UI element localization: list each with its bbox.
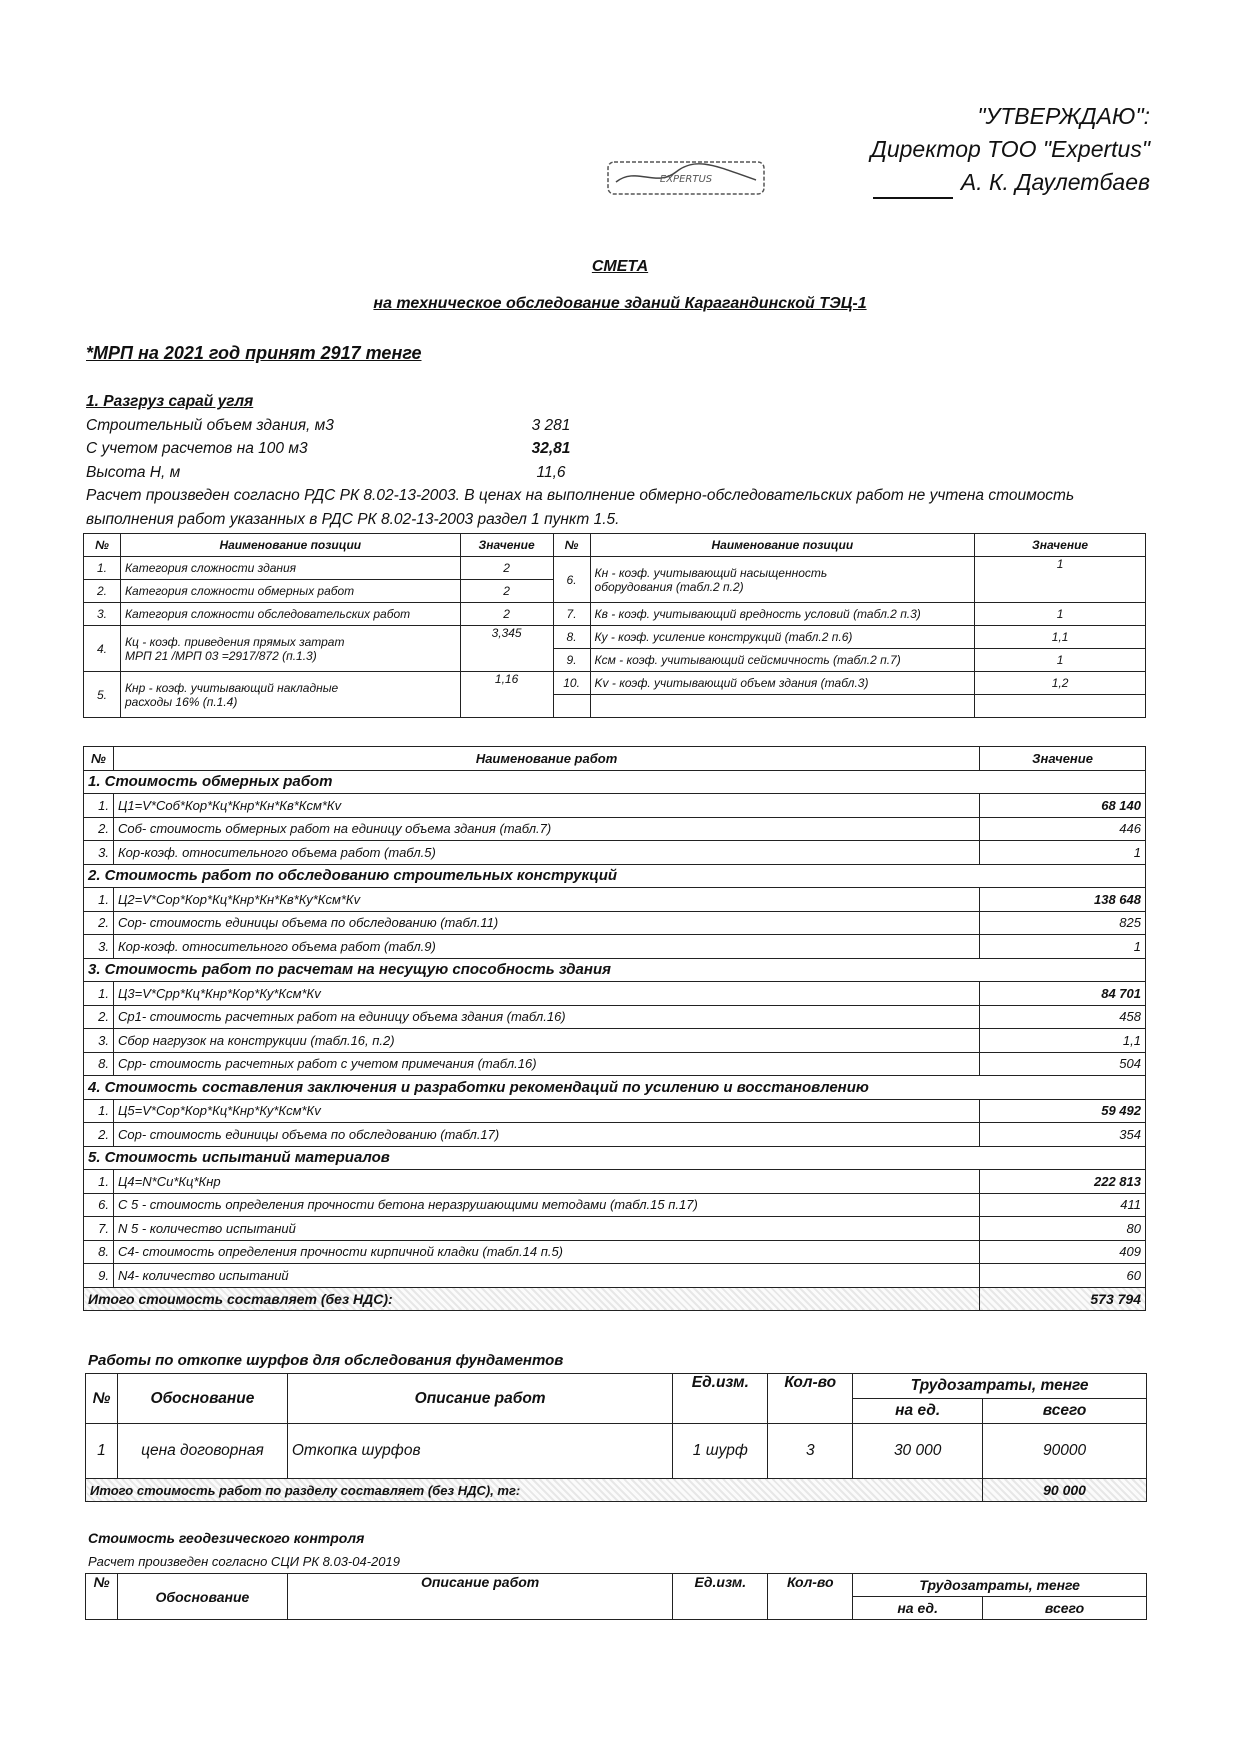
row-number: 8. bbox=[84, 1240, 114, 1264]
row-value: 60 bbox=[980, 1264, 1146, 1288]
per100-row bbox=[86, 437, 1086, 461]
row-value: 354 bbox=[980, 1123, 1146, 1147]
shurf-total: 90000 bbox=[983, 1424, 1147, 1479]
shurf-heading: Работы по откопке шурфов для обследования фундаментов bbox=[88, 1352, 564, 1369]
approval-line-1: "УТВЕРЖДАЮ": bbox=[977, 103, 1150, 129]
row-name: Кор-коэф. относительного объема работ (табл.5) bbox=[113, 841, 979, 865]
row-name: N 5 - количество испытаний bbox=[113, 1217, 979, 1241]
row-value: 504 bbox=[980, 1052, 1146, 1076]
table-row bbox=[84, 1264, 1146, 1288]
approver-name: А. К. Даулетбаев bbox=[960, 169, 1150, 195]
row-number: 1. bbox=[84, 1170, 114, 1194]
row-name: N4- количество испытаний bbox=[113, 1264, 979, 1288]
group-title: 1. Стоимость обмерных работ bbox=[84, 770, 1146, 794]
coef-n: 1. bbox=[84, 557, 121, 580]
shurf-header-desc: Описание работ bbox=[287, 1374, 672, 1424]
row-number: 6. bbox=[84, 1193, 114, 1217]
coef-name-line2: расходы 16% (п.1.4) bbox=[124, 694, 238, 709]
height-value: 11,6 bbox=[536, 463, 566, 481]
works-header-value: Значение bbox=[980, 747, 1146, 771]
signature-line bbox=[873, 175, 953, 199]
coef-header-n1: № bbox=[84, 534, 121, 557]
coef-name: Категория сложности обмерных работ bbox=[120, 580, 460, 603]
table-row bbox=[84, 1193, 1146, 1217]
coef-value: 1,16 bbox=[460, 672, 553, 718]
row-name: Ц2=V*Сор*Кор*Кц*Кнр*Кн*Кв*Ку*Ксм*Кv bbox=[113, 888, 979, 912]
coef-n: 8. bbox=[553, 626, 590, 649]
coef-value: 1,2 bbox=[975, 672, 1146, 695]
row-number: 8. bbox=[84, 1052, 114, 1076]
row-name: Ц5=V*Сор*Кор*Кц*Кнр*Ку*Ксм*Кv bbox=[113, 1099, 979, 1123]
row-value: 222 813 bbox=[980, 1170, 1146, 1194]
table-row bbox=[86, 1424, 1147, 1479]
table-row bbox=[84, 557, 1146, 580]
shurf-n: 1 bbox=[86, 1424, 118, 1479]
table-row bbox=[84, 626, 1146, 649]
table-row bbox=[84, 603, 1146, 626]
table-row bbox=[84, 1170, 1146, 1194]
coef-name bbox=[590, 557, 975, 603]
group-row bbox=[84, 1076, 1146, 1100]
volume-label: Строительный объем здания, м3 bbox=[86, 416, 334, 434]
shurf-header-qty: Кол-во bbox=[768, 1374, 853, 1424]
table-row bbox=[84, 982, 1146, 1006]
table-row bbox=[84, 1240, 1146, 1264]
group-row bbox=[84, 958, 1146, 982]
approval-line-2: Директор ТОО "Expertus" bbox=[870, 136, 1150, 162]
row-value: 458 bbox=[980, 1005, 1146, 1029]
row-name: Ср1- стоимость расчетных работ на единицу объема здания (табл.16) bbox=[113, 1005, 979, 1029]
row-name: Соб- стоимость обмерных работ на единицу объема здания (табл.7) bbox=[113, 817, 979, 841]
coef-name-line2: оборудования (табл.2 п.2) bbox=[594, 579, 744, 594]
shurf-qty: 3 bbox=[768, 1424, 853, 1479]
row-value: 84 701 bbox=[980, 982, 1146, 1006]
volume-value: 3 281 bbox=[531, 416, 571, 434]
shurf-header-total: всего bbox=[983, 1399, 1147, 1424]
geo-header-total: всего bbox=[983, 1597, 1147, 1620]
group-row bbox=[84, 1146, 1146, 1170]
group-title: 5. Стоимость испытаний материалов bbox=[84, 1146, 1146, 1170]
per100-value: 32,81 bbox=[531, 440, 571, 457]
table-row bbox=[84, 817, 1146, 841]
coef-value: 1 bbox=[975, 603, 1146, 626]
table-row bbox=[84, 794, 1146, 818]
row-name: Сор- стоимость единицы объема по обследованию (табл.17) bbox=[113, 1123, 979, 1147]
row-name: С4- стоимость определения прочности кирпичной кладки (табл.14 п.5) bbox=[113, 1240, 979, 1264]
row-value: 409 bbox=[980, 1240, 1146, 1264]
row-number: 2. bbox=[84, 1123, 114, 1147]
coef-name-line2: МРП 21 /МРП 03 =2917/872 (п.1.3) bbox=[124, 648, 317, 663]
coef-name-line1: Кнр - коэф. учитывающий накладные bbox=[124, 680, 339, 695]
shurf-header-basis: Обоснование bbox=[117, 1374, 287, 1424]
coef-value: 3,345 bbox=[460, 626, 553, 672]
shurf-per-unit: 30 000 bbox=[853, 1424, 983, 1479]
coef-n: 5. bbox=[84, 672, 121, 718]
coef-name bbox=[120, 672, 460, 718]
group-title: 2. Стоимость работ по обследованию строительных конструкций bbox=[84, 864, 1146, 888]
shurf-header-per-unit: на ед. bbox=[853, 1399, 983, 1424]
row-value: 80 bbox=[980, 1217, 1146, 1241]
approval-line-3 bbox=[780, 166, 1150, 199]
coef-n: 10. bbox=[553, 672, 590, 695]
row-number: 1. bbox=[84, 982, 114, 1006]
shurf-total-label: Итого стоимость работ по разделу составляет (без НДС), тг: bbox=[86, 1479, 983, 1502]
row-number: 3. bbox=[84, 1029, 114, 1053]
row-number: 3. bbox=[84, 935, 114, 959]
coef-header-n2: № bbox=[553, 534, 590, 557]
table-row bbox=[84, 911, 1146, 935]
geo-header-n: № bbox=[86, 1574, 118, 1620]
coef-n: 3. bbox=[84, 603, 121, 626]
table-row bbox=[84, 672, 1146, 695]
svg-text:EXPERTUS: EXPERTUS bbox=[659, 174, 713, 185]
coefficient-table bbox=[83, 533, 1146, 718]
per100-label: С учетом расчетов на 100 м3 bbox=[86, 440, 308, 457]
height-row bbox=[86, 461, 1086, 485]
row-name: С 5 - стоимость определения прочности бетона неразрушающими методами (табл.15 п.17) bbox=[113, 1193, 979, 1217]
coef-name: Категория сложности здания bbox=[120, 557, 460, 580]
table-row bbox=[84, 1123, 1146, 1147]
geo-header-basis: Обоснование bbox=[117, 1574, 287, 1620]
row-name: Сор- стоимость единицы объема по обследованию (табл.11) bbox=[113, 911, 979, 935]
table-row bbox=[84, 935, 1146, 959]
coef-value: 2 bbox=[460, 603, 553, 626]
works-total-row bbox=[84, 1287, 1146, 1311]
table-row bbox=[84, 888, 1146, 912]
coef-header-name1: Наименование позиции bbox=[120, 534, 460, 557]
row-name: Ц3=V*Срр*Кц*Кнр*Кор*Ку*Ксм*Кv bbox=[113, 982, 979, 1006]
group-title: 4. Стоимость составления заключения и разработки рекомендаций по усилению и восстановлению bbox=[84, 1076, 1146, 1100]
coef-name: Ку - коэф. усиление конструкций (табл.2 п.6) bbox=[590, 626, 975, 649]
coef-n: 4. bbox=[84, 626, 121, 672]
coef-n: 9. bbox=[553, 649, 590, 672]
group-title: 3. Стоимость работ по расчетам на несущую способность здания bbox=[84, 958, 1146, 982]
coef-name-line1: Кц - коэф. приведения прямых затрат bbox=[124, 634, 345, 649]
empty-cell bbox=[553, 695, 590, 718]
coef-header-value2: Значение bbox=[975, 534, 1146, 557]
row-name: Ц4=N*Сu*Кц*Кнр bbox=[113, 1170, 979, 1194]
height-label: Высота Н, м bbox=[86, 463, 181, 481]
shurf-unit: 1 шурф bbox=[673, 1424, 768, 1479]
coef-name: Kv - коэф. учитывающий объем здания (табл.3) bbox=[590, 672, 975, 695]
row-value: 138 648 bbox=[980, 888, 1146, 912]
mrp-note: *МРП на 2021 год принят 2917 тенге bbox=[86, 343, 422, 363]
coef-name: Ксм - коэф. учитывающий сейсмичность (табл.2 п.7) bbox=[590, 649, 975, 672]
row-name: Ц1=V*Соб*Кор*Кц*Кнр*Кн*Кв*Ксм*Кv bbox=[113, 794, 979, 818]
geo-heading: Стоимость геодезического контроля bbox=[88, 1530, 365, 1546]
shurf-table bbox=[85, 1373, 1147, 1502]
geo-header-desc: Описание работ bbox=[287, 1574, 673, 1620]
coef-name: Категория сложности обследовательских работ bbox=[120, 603, 460, 626]
table-row bbox=[84, 1217, 1146, 1241]
company-stamp bbox=[606, 158, 766, 198]
row-number: 1. bbox=[84, 794, 114, 818]
works-header-name: Наименование работ bbox=[113, 747, 979, 771]
coef-value: 2 bbox=[460, 557, 553, 580]
table-row bbox=[84, 1029, 1146, 1053]
section-1-note: Расчет произведен согласно РДС РК 8.02-13-2003. В ценах на выполнение обмерно-обследовательских работ не учтена стоимость выполнения работ указанных в РДС РК 8.02-13-2003 раздел 1 пункт 1.5. bbox=[86, 487, 1075, 528]
coef-n: 2. bbox=[84, 580, 121, 603]
coef-header-name2: Наименование позиции bbox=[590, 534, 975, 557]
table-row bbox=[84, 1052, 1146, 1076]
section-1-heading: 1. Разгруз сарай угля bbox=[86, 393, 254, 410]
geo-header-qty: Кол-во bbox=[768, 1574, 853, 1620]
row-value: 825 bbox=[980, 911, 1146, 935]
coef-name bbox=[120, 626, 460, 672]
coef-n: 7. bbox=[553, 603, 590, 626]
row-number: 1. bbox=[84, 1099, 114, 1123]
group-row bbox=[84, 864, 1146, 888]
approval-block bbox=[780, 100, 1150, 199]
row-number: 7. bbox=[84, 1217, 114, 1241]
geo-header-unit: Ед.изм. bbox=[673, 1574, 768, 1620]
shurf-total-value: 90 000 bbox=[983, 1479, 1147, 1502]
coef-value: 1,1 bbox=[975, 626, 1146, 649]
row-value: 446 bbox=[980, 817, 1146, 841]
works-table bbox=[83, 746, 1146, 1311]
coef-value: 2 bbox=[460, 580, 553, 603]
shurf-header-unit: Ед.изм. bbox=[673, 1374, 768, 1424]
row-number: 9. bbox=[84, 1264, 114, 1288]
works-header-row bbox=[84, 747, 1146, 771]
row-name: Кор-коэф. относительного объема работ (табл.9) bbox=[113, 935, 979, 959]
geo-header-per-unit: на ед. bbox=[853, 1597, 983, 1620]
row-value: 1 bbox=[980, 841, 1146, 865]
volume-row bbox=[86, 414, 1086, 438]
row-number: 2. bbox=[84, 911, 114, 935]
coef-n: 6. bbox=[553, 557, 590, 603]
geo-note: Расчет произведен согласно СЦИ РК 8.03-04-2019 bbox=[88, 1554, 400, 1569]
shurf-basis: цена договорная bbox=[117, 1424, 287, 1479]
empty-cell bbox=[975, 695, 1146, 718]
row-value: 411 bbox=[980, 1193, 1146, 1217]
geo-header-labor: Трудозатраты, тенге bbox=[853, 1574, 1147, 1597]
section-1 bbox=[86, 390, 1086, 531]
table-row bbox=[84, 1005, 1146, 1029]
coef-header-value1: Значение bbox=[460, 534, 553, 557]
coef-name-line1: Кн - коэф. учитывающий насыщенность bbox=[594, 565, 828, 580]
shurf-total-row bbox=[86, 1479, 1147, 1502]
row-number: 1. bbox=[84, 888, 114, 912]
geo-header-row bbox=[86, 1574, 1147, 1597]
row-number: 2. bbox=[84, 1005, 114, 1029]
document-subtitle: на техническое обследование зданий Карагандинской ТЭЦ-1 bbox=[373, 295, 867, 312]
table-row bbox=[84, 1099, 1146, 1123]
works-header-n: № bbox=[84, 747, 114, 771]
shurf-desc: Откопка шурфов bbox=[287, 1424, 672, 1479]
document-title: СМЕТА bbox=[591, 258, 649, 275]
coef-value: 1 bbox=[975, 557, 1146, 603]
shurf-header-row bbox=[86, 1374, 1147, 1399]
shurf-header-labor: Трудозатраты, тенге bbox=[853, 1374, 1147, 1399]
shurf-header-n: № bbox=[86, 1374, 118, 1424]
coef-name: Кв - коэф. учитывающий вредность условий (табл.2 п.3) bbox=[590, 603, 975, 626]
row-value: 68 140 bbox=[980, 794, 1146, 818]
row-value: 1,1 bbox=[980, 1029, 1146, 1053]
works-total-label: Итого стоимость составляет (без НДС): bbox=[84, 1287, 980, 1311]
coef-value: 1 bbox=[975, 649, 1146, 672]
table-row bbox=[84, 841, 1146, 865]
empty-cell bbox=[590, 695, 975, 718]
row-name: Срр- стоимость расчетных работ с учетом примечания (табл.16) bbox=[113, 1052, 979, 1076]
works-total-value: 573 794 bbox=[980, 1287, 1146, 1311]
row-number: 3. bbox=[84, 841, 114, 865]
row-number: 2. bbox=[84, 817, 114, 841]
geo-table bbox=[85, 1573, 1147, 1620]
coef-header-row bbox=[84, 534, 1146, 557]
row-name: Сбор нагрузок на конструкции (табл.16, п.2) bbox=[113, 1029, 979, 1053]
group-row bbox=[84, 770, 1146, 794]
row-value: 1 bbox=[980, 935, 1146, 959]
row-value: 59 492 bbox=[980, 1099, 1146, 1123]
